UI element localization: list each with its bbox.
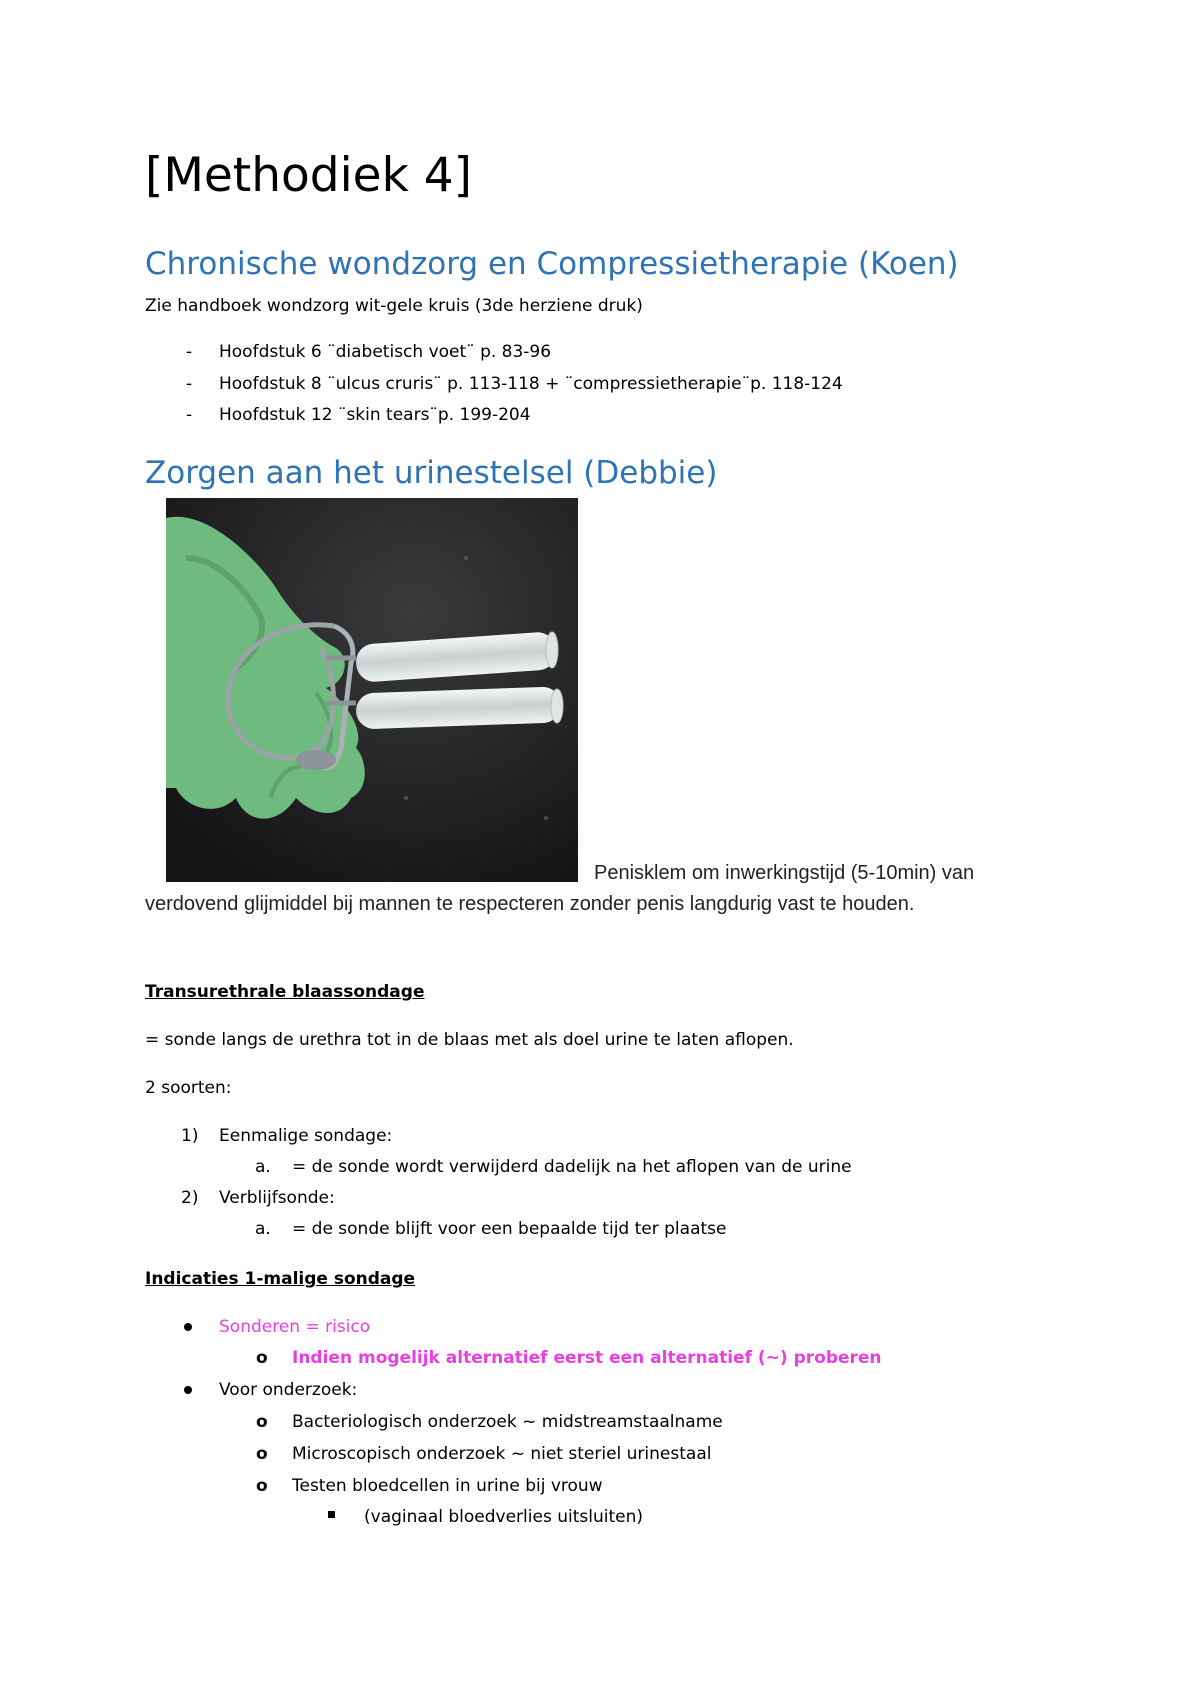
list-letter: a.: [255, 1219, 271, 1239]
list-subitem: = de sonde blijft voor een bepaalde tijd ter plaatse: [292, 1219, 727, 1239]
list-item: Hoofdstuk 8 ¨ulcus cruris¨ p. 113-118 + ¨compressietherapie¨p. 118-124: [219, 374, 843, 394]
section-intro: Zie handboek wondzorg wit-gele kruis (3de herziene druk): [145, 296, 643, 316]
page-title: [Methodiek 4]: [145, 148, 472, 203]
bullet-icon: [184, 1323, 192, 1331]
list-subitem: Testen bloedcellen in urine bij vrouw: [292, 1476, 603, 1496]
penisklem-photo: [166, 498, 578, 882]
definition-text: = sonde langs de urethra tot in de blaas met als doel urine te laten aflopen.: [145, 1030, 794, 1050]
list-item-research: Voor onderzoek:: [219, 1380, 358, 1400]
list-subsubitem: (vaginaal bloedverlies uitsluiten): [364, 1507, 643, 1527]
circle-bullet-icon: o: [256, 1444, 268, 1464]
list-letter: a.: [255, 1157, 271, 1177]
circle-bullet-icon: o: [256, 1348, 268, 1368]
list-item: Eenmalige sondage:: [219, 1126, 393, 1146]
photo-caption-line2: verdovend glijmiddel bij mannen te respecteren zonder penis langdurig vast te houden.: [145, 893, 915, 915]
list-dash: -: [186, 342, 193, 362]
circle-bullet-icon: o: [256, 1412, 268, 1432]
section-heading-wondzorg: Chronische wondzorg en Compressietherapie (Koen): [145, 246, 959, 282]
list-item: Verblijfsonde:: [219, 1188, 335, 1208]
subheading-indicaties: Indicaties 1-malige sondage: [145, 1269, 416, 1289]
list-number: 2): [181, 1188, 199, 1208]
square-bullet-icon: [328, 1511, 335, 1518]
list-dash: -: [186, 374, 193, 394]
list-subitem: = de sonde wordt verwijderd dadelijk na het aflopen van de urine: [292, 1157, 852, 1177]
photo-caption-line1: Penisklem om inwerkingstijd (5-10min) van: [594, 862, 975, 884]
list-subitem-alternative: Indien mogelijk alternatief eerst een alternatief (~) proberen: [292, 1348, 882, 1368]
list-item-risk: Sonderen = risico: [219, 1317, 371, 1337]
list-number: 1): [181, 1126, 199, 1146]
list-item: Hoofdstuk 12 ¨skin tears¨p. 199-204: [219, 405, 531, 425]
list-item: Hoofdstuk 6 ¨diabetisch voet¨ p. 83-96: [219, 342, 552, 362]
subheading-transurethrale: Transurethrale blaassondage: [145, 982, 425, 1002]
bullet-icon: [184, 1386, 192, 1394]
list-dash: -: [186, 405, 193, 425]
types-label: 2 soorten:: [145, 1078, 232, 1098]
section-heading-urinestelsel: Zorgen aan het urinestelsel (Debbie): [145, 455, 718, 491]
circle-bullet-icon: o: [256, 1476, 268, 1496]
list-subitem: Microscopisch onderzoek ~ niet steriel urinestaal: [292, 1444, 712, 1464]
list-subitem: Bacteriologisch onderzoek ~ midstreamstaalname: [292, 1412, 723, 1432]
